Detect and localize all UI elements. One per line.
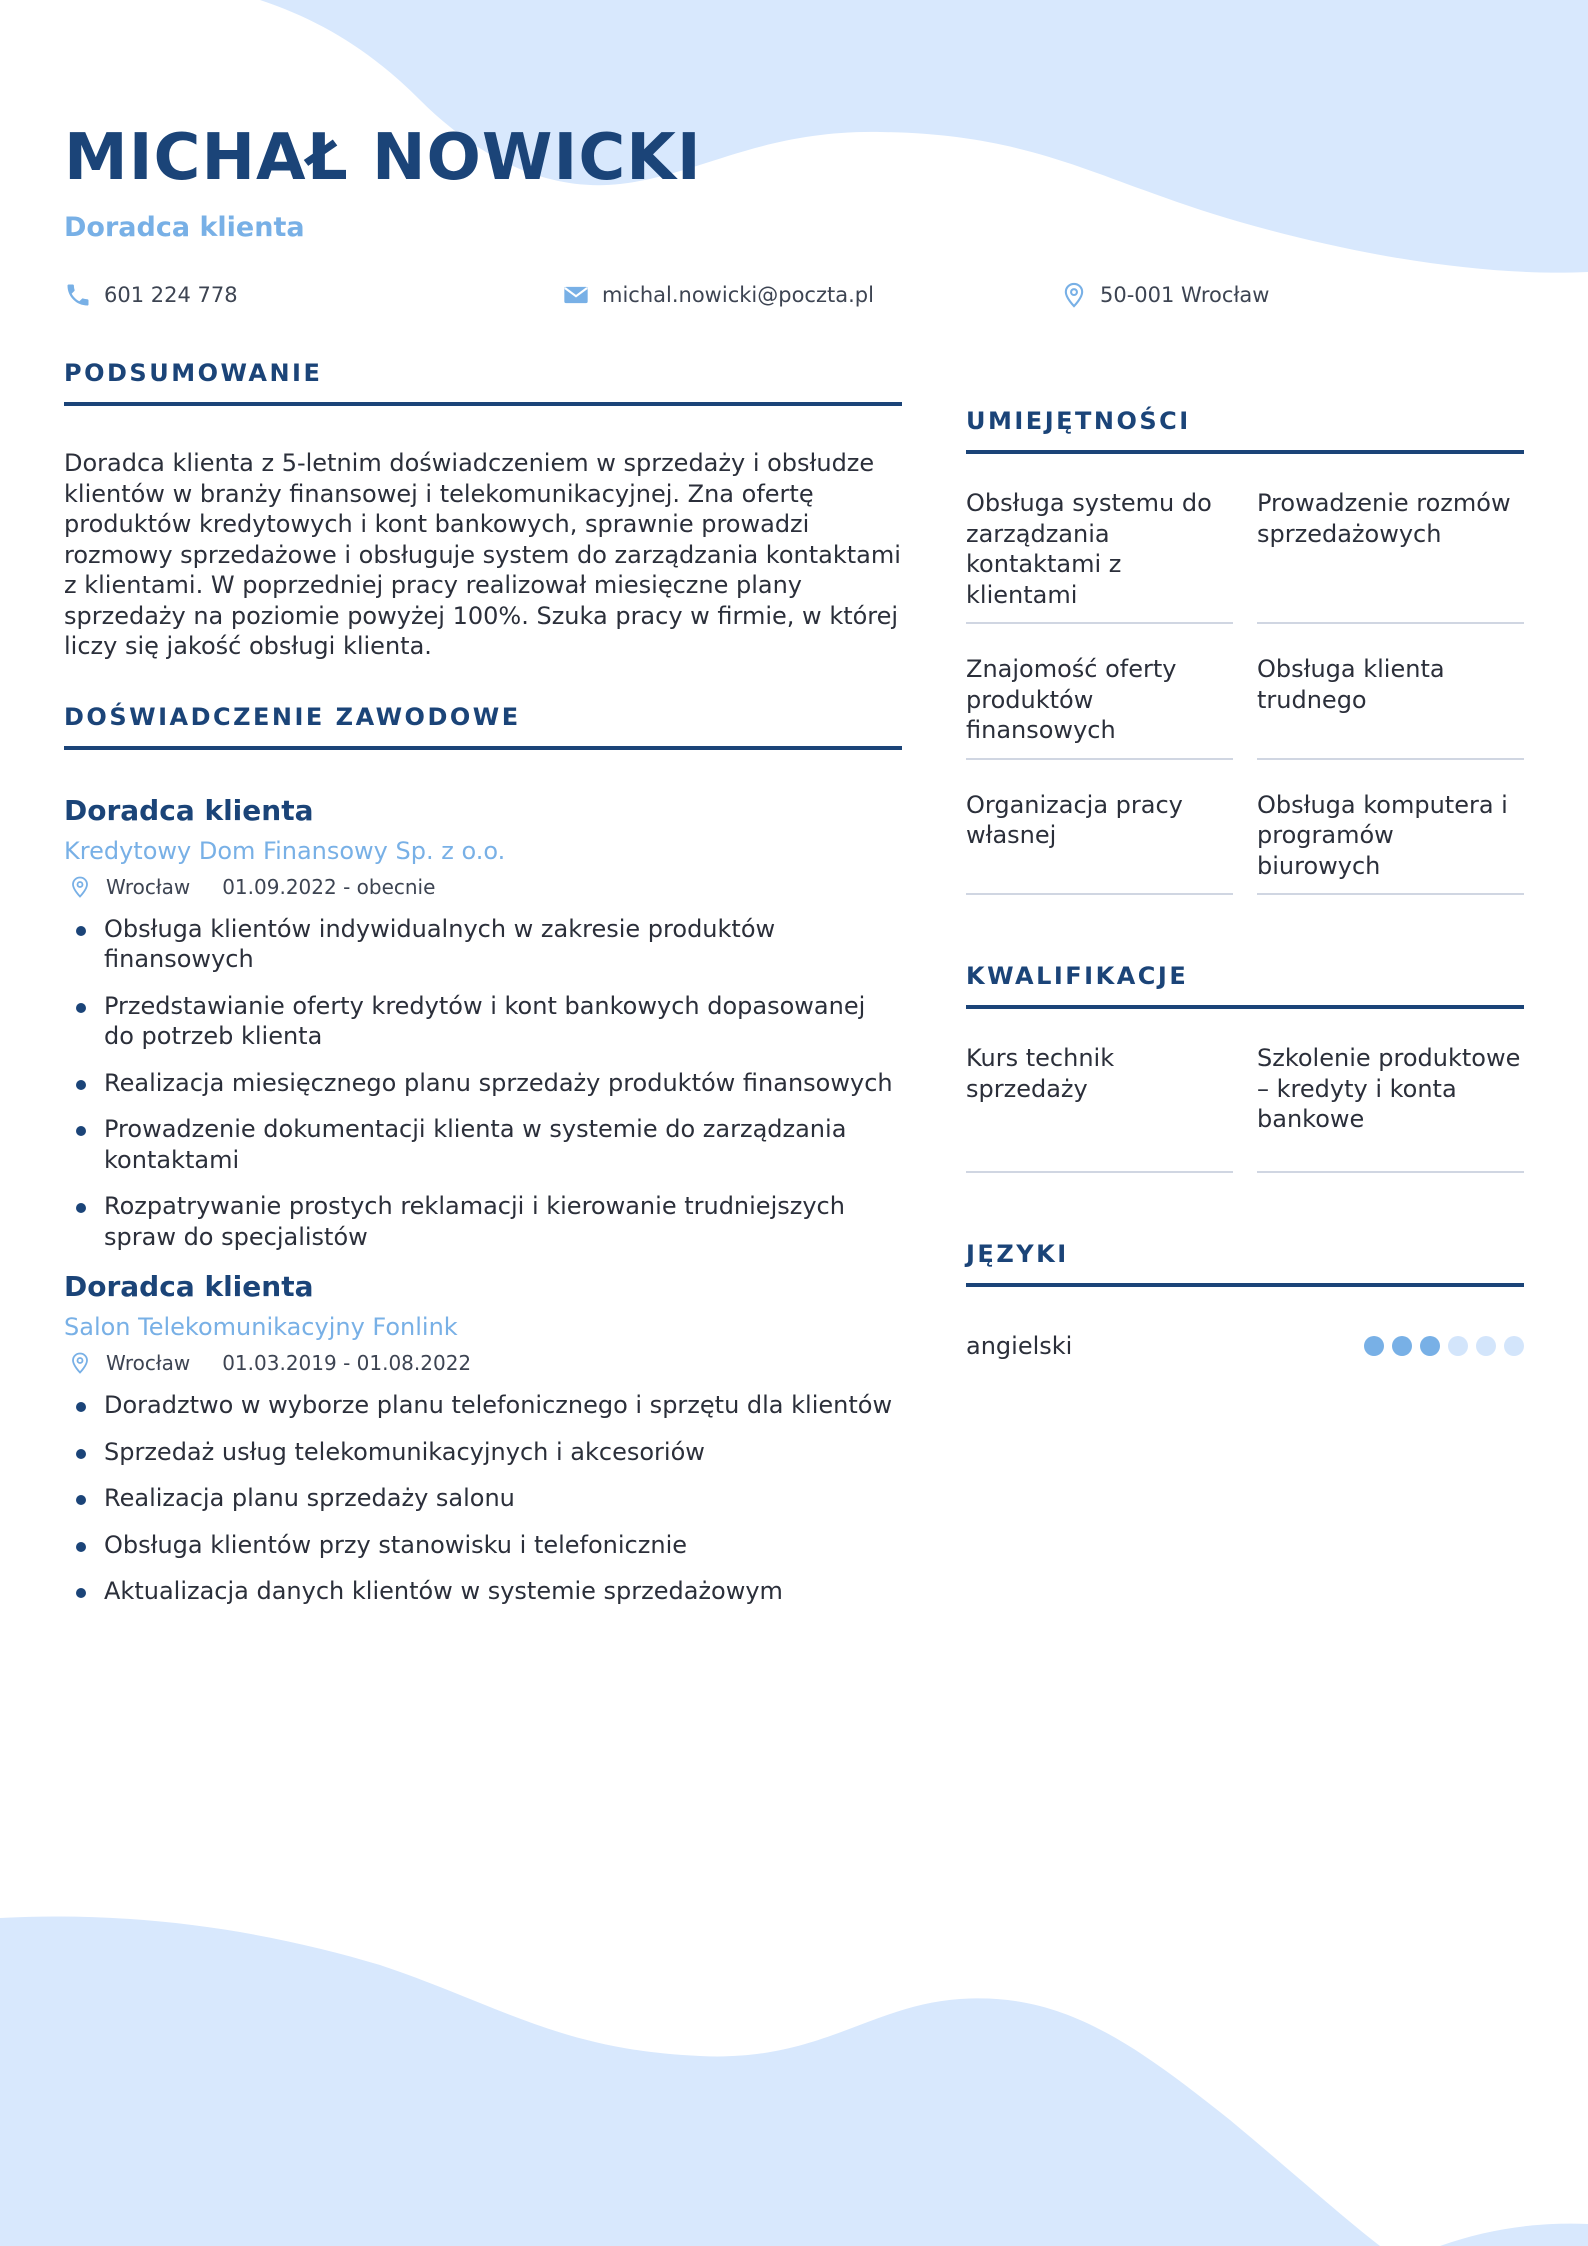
qualification-item: Szkolenie produktowe – kredyty i konta bankowe [1257, 1043, 1524, 1173]
languages-heading: JĘZYKI [966, 1237, 1524, 1287]
job-entry [64, 792, 902, 1253]
map-pin-icon [1060, 281, 1088, 309]
list-item: Doradztwo w wyborze planu telefonicznego i sprzętu dla klientów [64, 1390, 902, 1421]
list-item: Rozpatrywanie prostych reklamacji i kierowanie trudniejszych spraw do specjalistów [64, 1191, 902, 1252]
map-pin-icon [68, 875, 92, 899]
job-entry [64, 1268, 902, 1607]
job-duties [64, 1390, 902, 1607]
language-row [966, 1331, 1524, 1361]
phone-icon [64, 281, 92, 309]
job-meta [64, 872, 902, 902]
skills-section [966, 404, 1524, 925]
summary-section [64, 356, 902, 662]
skill-item: Prowadzenie rozmów sprzedażowych [1257, 488, 1524, 624]
skill-item: Obsługa klienta trudnego [1257, 654, 1524, 760]
skills-grid [966, 488, 1524, 925]
job-city: Wrocław [106, 874, 191, 899]
list-item: Prowadzenie dokumentacji klienta w systemie do zarządzania kontaktami [64, 1114, 902, 1175]
level-dot-filled [1364, 1336, 1384, 1356]
job-duties [64, 914, 902, 1253]
skill-item: Znajomość oferty produktów finansowych [966, 654, 1233, 760]
job-company: Salon Telekomunikacyjny Fonlink [64, 1313, 458, 1341]
language-level-dots [1364, 1336, 1524, 1356]
contact-location [1060, 278, 1269, 312]
level-dot-filled [1392, 1336, 1412, 1356]
list-item: Sprzedaż usług telekomunikacyjnych i akcesoriów [64, 1437, 902, 1468]
qualifications-grid [966, 1043, 1524, 1203]
experience-heading: DOŚWIADCZENIE ZAWODOWE [64, 700, 902, 750]
skills-heading: UMIEJĘTNOŚCI [966, 404, 1524, 454]
job-dates: 01.03.2019 - 01.08.2022 [222, 1351, 472, 1375]
list-item: Obsługa klientów indywidualnych w zakresie produktów finansowych [64, 914, 902, 975]
job-title: Doradca klienta [64, 793, 314, 827]
experience-section [64, 700, 902, 1607]
qualifications-section [966, 959, 1524, 1203]
level-dot-filled [1420, 1336, 1440, 1356]
qualification-item: Kurs technik sprzedaży [966, 1043, 1233, 1173]
level-dot-empty [1476, 1336, 1496, 1356]
right-column [966, 404, 1524, 1361]
summary-text: Doradca klienta z 5-letnim doświadczeniem w sprzedaży i obsłudze klientów w branży finansowej i telekomunikacyjnej. Zna ofertę produktów kredytowych i kont bankowych, sprawnie prowadzi rozmowy sprzedażowe i obsługuje system do zarządzania kontaktami z klientami. W poprzedniej pracy realizował miesięczne plany sprzedaży na poziomie powyżej 100%. Szuka pracy w firmie, w której liczy się jakość obsługi klienta. [64, 449, 901, 660]
list-item: Aktualizacja danych klientów w systemie sprzedażowym [64, 1576, 902, 1607]
job-meta [64, 1348, 902, 1378]
job-company: Kredytowy Dom Finansowy Sp. z o.o. [64, 836, 506, 865]
contact-phone [64, 278, 238, 312]
job-title: Doradca klienta [64, 1270, 314, 1303]
list-item: Realizacja planu sprzedaży salonu [64, 1483, 902, 1514]
list-item: Realizacja miesięcznego planu sprzedaży produktów finansowych [64, 1068, 902, 1099]
contact-email [562, 278, 874, 312]
level-dot-empty [1448, 1336, 1468, 1356]
map-pin-icon [68, 1351, 92, 1375]
level-dot-empty [1504, 1336, 1524, 1356]
left-column [64, 356, 902, 1623]
languages-section [966, 1237, 1524, 1361]
skill-item: Obsługa systemu do zarządzania kontaktami z klientami [966, 488, 1233, 624]
list-item: Obsługa klientów przy stanowisku i telefonicznie [64, 1530, 902, 1561]
list-item: Przedstawianie oferty kredytów i kont bankowych dopasowanej do potrzeb klienta [64, 991, 902, 1052]
qualifications-heading: KWALIFIKACJE [966, 959, 1524, 1009]
envelope-icon [562, 281, 590, 309]
email-text: michal.nowicki@poczta.pl [602, 283, 874, 307]
candidate-name: MICHAŁ NOWICKI [64, 121, 702, 195]
summary-heading: PODSUMOWANIE [64, 356, 902, 406]
job-dates: 01.09.2022 - obecnie [222, 874, 436, 899]
language-name: angielski [966, 1332, 1073, 1360]
candidate-title: Doradca klienta [64, 212, 305, 243]
job-city: Wrocław [106, 1351, 191, 1375]
skill-item: Organizacja pracy własnej [966, 790, 1233, 896]
location-text: 50-001 Wrocław [1100, 283, 1270, 307]
skill-item: Obsługa komputera i programów biurowych [1257, 790, 1524, 896]
phone-text: 601 224 778 [104, 283, 238, 307]
